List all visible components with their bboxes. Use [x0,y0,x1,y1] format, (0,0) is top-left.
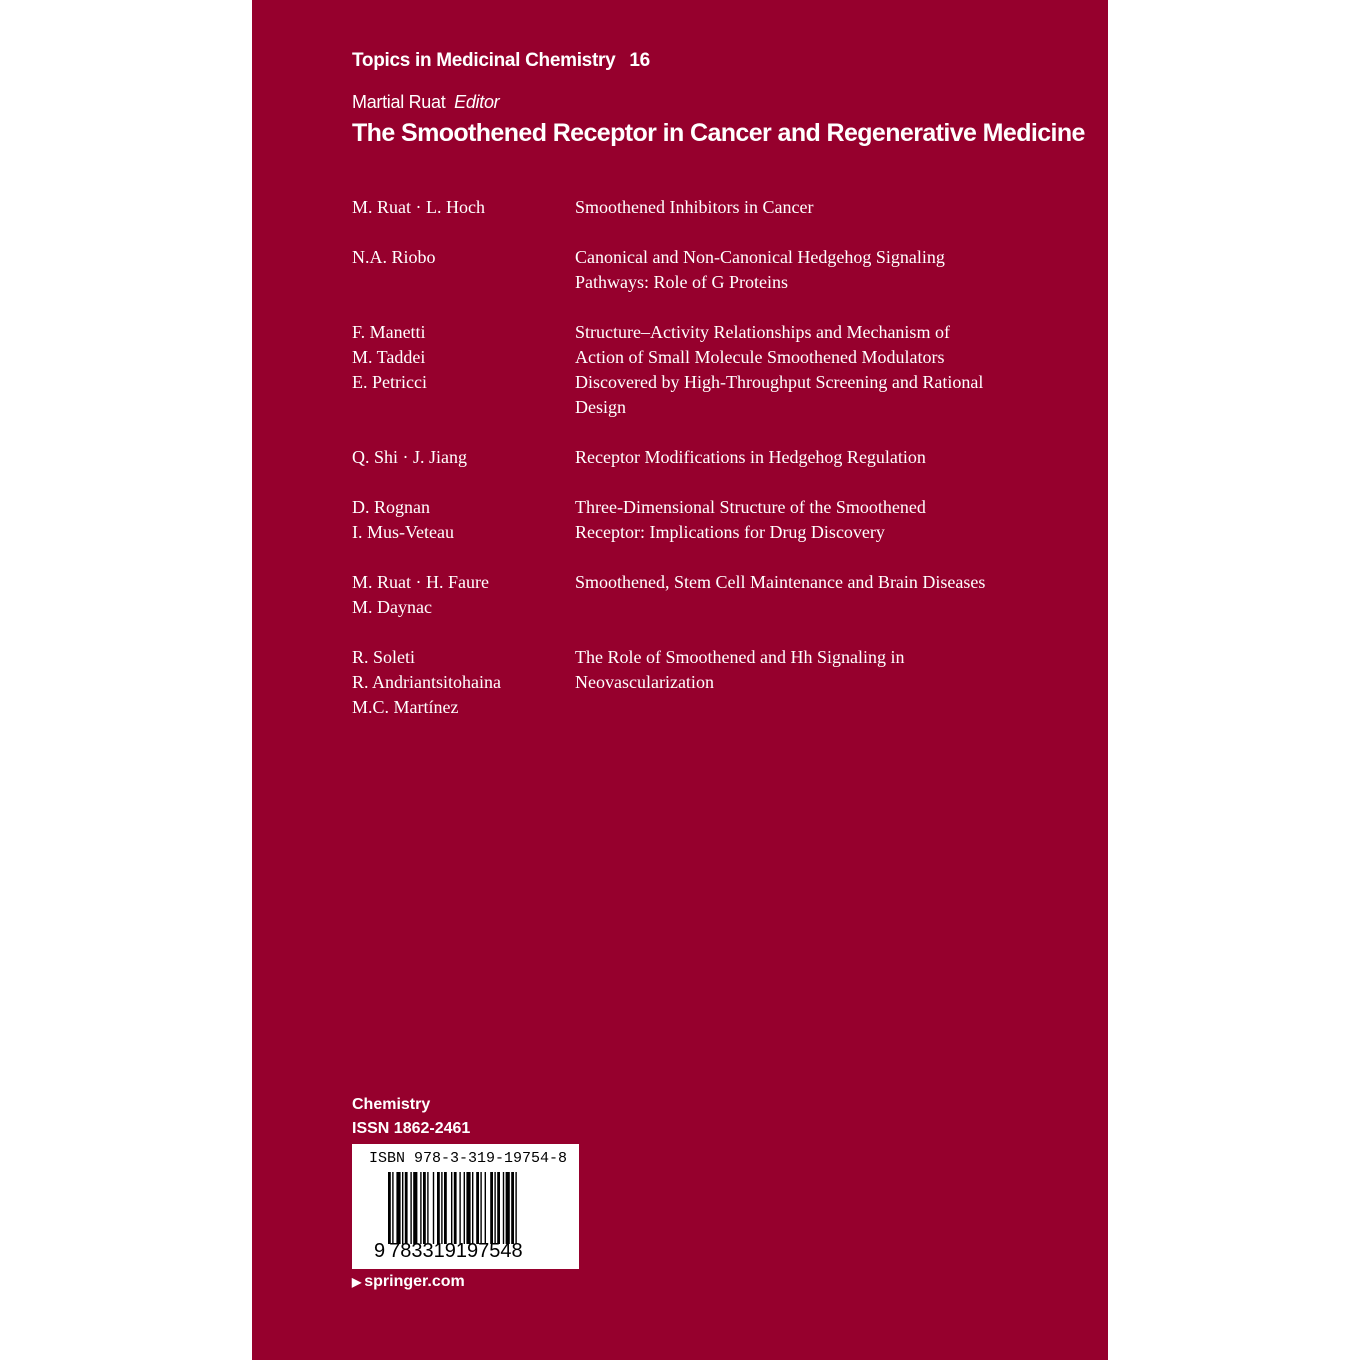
author-name: M. Ruat · L. Hoch [352,197,485,217]
author-name: M.C. Martínez [352,697,459,717]
chapter-title-line: Smoothened, Stem Cell Maintenance and Brain Diseases [575,572,986,592]
entry-chapter-title [575,245,1012,295]
isbn-label: ISBN 978-3-319-19754-8 [369,1150,568,1167]
contents-entry [352,570,1012,620]
author-name: R. Soleti [352,647,416,667]
isbn-barcode [352,1144,579,1269]
entry-chapter-title [575,320,1012,420]
arrow-right-icon: ▶ [352,1275,362,1289]
issn-label: ISSN 1862-2461 [352,1120,471,1137]
author-name: M. Ruat · H. Faure [352,572,489,592]
subject-block [352,1093,470,1141]
chapter-title-line: Smoothened Inhibitors in Cancer [575,197,814,217]
contents-entry [352,320,1012,420]
author-name: R. Andriantsitohaina [352,672,501,692]
entry-authors [352,195,575,220]
editor-name: Martial Ruat [352,92,446,112]
subject-label: Chemistry [352,1096,431,1113]
barcode-bars [388,1172,556,1244]
entry-authors [352,445,575,470]
series-volume: 16 [629,50,650,71]
barcode-digits [374,1240,523,1263]
chapter-title-line: Neovascularization [575,672,714,692]
table-of-contents [352,195,1012,745]
website-link[interactable]: springer.com [364,1273,465,1290]
contents-entry [352,645,1012,720]
entry-chapter-title [575,195,1012,220]
chapter-title-line: Receptor: Implications for Drug Discovery [575,522,885,542]
author-name: M. Taddei [352,347,426,367]
barcode-number: 783319197548 [389,1240,523,1262]
publisher-website[interactable] [352,1273,465,1291]
entry-authors [352,495,575,545]
book-title: The Smoothened Receptor in Cancer and Regenerative Medicine [352,119,1085,147]
book-back-cover [252,0,1108,1360]
entry-authors [352,570,575,620]
chapter-title-line: Structure–Activity Relationships and Mechanism of [575,322,950,342]
chapter-title-line: The Role of Smoothened and Hh Signaling in [575,647,905,667]
contents-entry [352,495,1012,545]
editor-role: Editor [454,92,500,112]
chapter-title-line: Canonical and Non-Canonical Hedgehog Signaling [575,247,945,267]
editor-line [352,92,499,113]
entry-chapter-title [575,645,1012,720]
barcode-first-digit: 9 [374,1240,386,1262]
author-name: Q. Shi · J. Jiang [352,447,468,467]
author-name: E. Petricci [352,372,427,392]
entry-chapter-title [575,495,1012,545]
chapter-title-line: Action of Small Molecule Smoothened Modulators [575,347,945,367]
entry-authors [352,645,575,720]
entry-chapter-title [575,445,1012,470]
chapter-title-line: Pathways: Role of G Proteins [575,272,788,292]
chapter-title-line: Design [575,397,626,417]
author-name: M. Daynac [352,597,432,617]
entry-authors [352,320,575,420]
chapter-title-line: Discovered by High-Throughput Screening and Rational [575,372,984,392]
author-name: I. Mus-Veteau [352,522,454,542]
author-name: N.A. Riobo [352,247,436,267]
series-title [352,50,650,72]
chapter-title-line: Three-Dimensional Structure of the Smoothened [575,497,926,517]
author-name: F. Manetti [352,322,426,342]
author-name: D. Rognan [352,497,430,517]
contents-entry [352,445,1012,470]
entry-chapter-title [575,570,1012,620]
contents-entry [352,195,1012,220]
entry-authors [352,245,575,295]
chapter-title-line: Receptor Modifications in Hedgehog Regulation [575,447,926,467]
series-name: Topics in Medicinal Chemistry [352,50,616,71]
contents-entry [352,245,1012,295]
